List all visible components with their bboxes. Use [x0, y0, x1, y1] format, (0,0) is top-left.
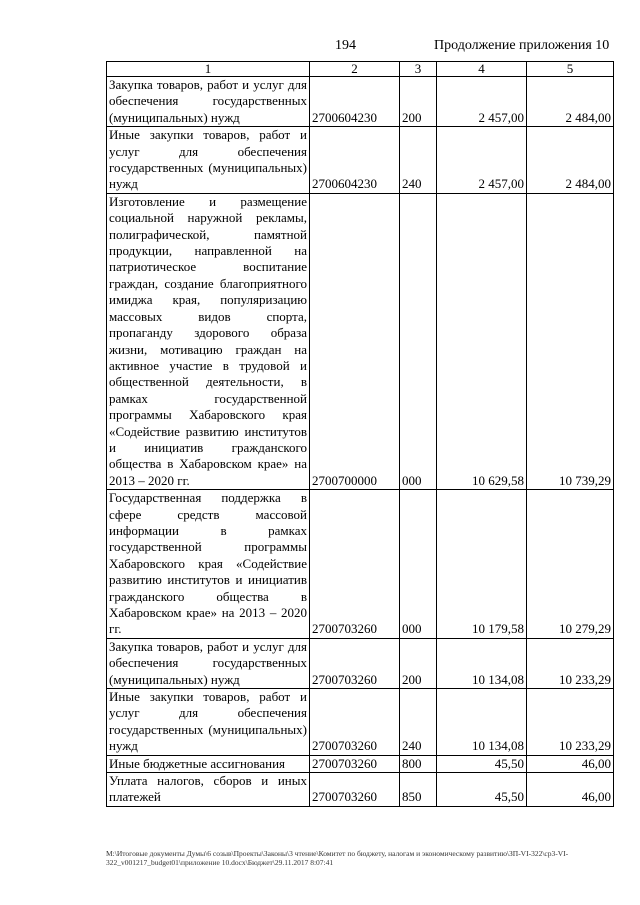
table-row	[107, 127, 614, 194]
row-name: Иные закупки товаров, работ и услуг для обеспечения государственных (муниципальных) нужд	[107, 689, 310, 756]
table-row	[107, 638, 614, 688]
row-name: Иные закупки товаров, работ и услуг для обеспечения государственных (муниципальных) нужд	[107, 127, 310, 194]
row-name: Государственная поддержка в сфере средств массовой информации в рамках государственной программы Хабаровского края «Содействие развитию институтов и инициатив гражданского общества в Хабаровском крае» на 2013 – 2020 гг.	[107, 490, 310, 639]
target-article-code: 2700703260	[310, 638, 400, 688]
table-row	[107, 490, 614, 639]
page-number: 194	[335, 38, 356, 53]
column-header: 4	[437, 62, 527, 77]
row-name: Иные бюджетные ассигнования	[107, 755, 310, 772]
expense-type-code: 000	[400, 193, 437, 489]
amount-year-1: 10 134,08	[437, 638, 527, 688]
target-article-code: 2700703260	[310, 490, 400, 639]
target-article-code: 2700703260	[310, 689, 400, 756]
target-article-code: 2700703260	[310, 755, 400, 772]
column-header: 2	[310, 62, 400, 77]
amount-year-1: 2 457,00	[437, 127, 527, 194]
target-article-code: 2700604230	[310, 77, 400, 127]
expense-type-code: 240	[400, 127, 437, 194]
amount-year-1: 45,50	[437, 773, 527, 807]
column-header: 5	[527, 62, 614, 77]
amount-year-1: 45,50	[437, 755, 527, 772]
amount-year-2: 46,00	[527, 773, 614, 807]
table-row	[107, 193, 614, 489]
expense-type-code: 200	[400, 638, 437, 688]
table-header-row	[107, 62, 614, 77]
row-name: Уплата налогов, сборов и иных платежей	[107, 773, 310, 807]
amount-year-2: 46,00	[527, 755, 614, 772]
target-article-code: 2700700000	[310, 193, 400, 489]
target-article-code: 2700703260	[310, 773, 400, 807]
appendix-continuation-note: Продолжение приложения 10	[434, 38, 610, 53]
target-article-code: 2700604230	[310, 127, 400, 194]
table-row	[107, 773, 614, 807]
row-name: Закупка товаров, работ и услуг для обеспечения государственных (муниципальных) нужд	[107, 638, 310, 688]
expense-type-code: 800	[400, 755, 437, 772]
expense-type-code: 000	[400, 490, 437, 639]
column-header: 3	[400, 62, 437, 77]
table-row	[107, 755, 614, 772]
amount-year-2: 10 233,29	[527, 689, 614, 756]
amount-year-2: 10 279,29	[527, 490, 614, 639]
table-row	[107, 689, 614, 756]
amount-year-1: 10 179,58	[437, 490, 527, 639]
amount-year-1: 2 457,00	[437, 77, 527, 127]
budget-table	[106, 61, 614, 807]
amount-year-2: 10 739,29	[527, 193, 614, 489]
expense-type-code: 200	[400, 77, 437, 127]
amount-year-2: 2 484,00	[527, 127, 614, 194]
row-name: Закупка товаров, работ и услуг для обеспечения государственных (муниципальных) нужд	[107, 77, 310, 127]
amount-year-2: 10 233,29	[527, 638, 614, 688]
amount-year-1: 10 629,58	[437, 193, 527, 489]
row-name: Изготовление и размещение социальной наружной рекламы, полиграфической, памятной продукции, направленной на патриотическое воспитание граждан, создание благоприятного имиджа края, популяризацию массовых видов спорта, пропаганду здорового образа жизни, мотивацию граждан на активное участие в трудовой и общественной деятельности, в рамках государственной программы Хабаровского края «Содействие развитию институтов и инициатив гражданского общества в Хабаровском крае» на 2013 – 2020 гг.	[107, 193, 310, 489]
expense-type-code: 240	[400, 689, 437, 756]
file-path-footer: M:\Итоговые документы Думы\6 созыв\Проекты\Законы\3 чтение\Комитет по бюджету, налогам и экономическому развитию\ЗП-VI-322\ср3-VI-322_v001217_budget01\приложение 10.docx\Бюджет\29.11.2017 8:07:41	[106, 849, 569, 867]
table-row	[107, 77, 614, 127]
amount-year-1: 10 134,08	[437, 689, 527, 756]
amount-year-2: 2 484,00	[527, 77, 614, 127]
column-header: 1	[107, 62, 310, 77]
expense-type-code: 850	[400, 773, 437, 807]
